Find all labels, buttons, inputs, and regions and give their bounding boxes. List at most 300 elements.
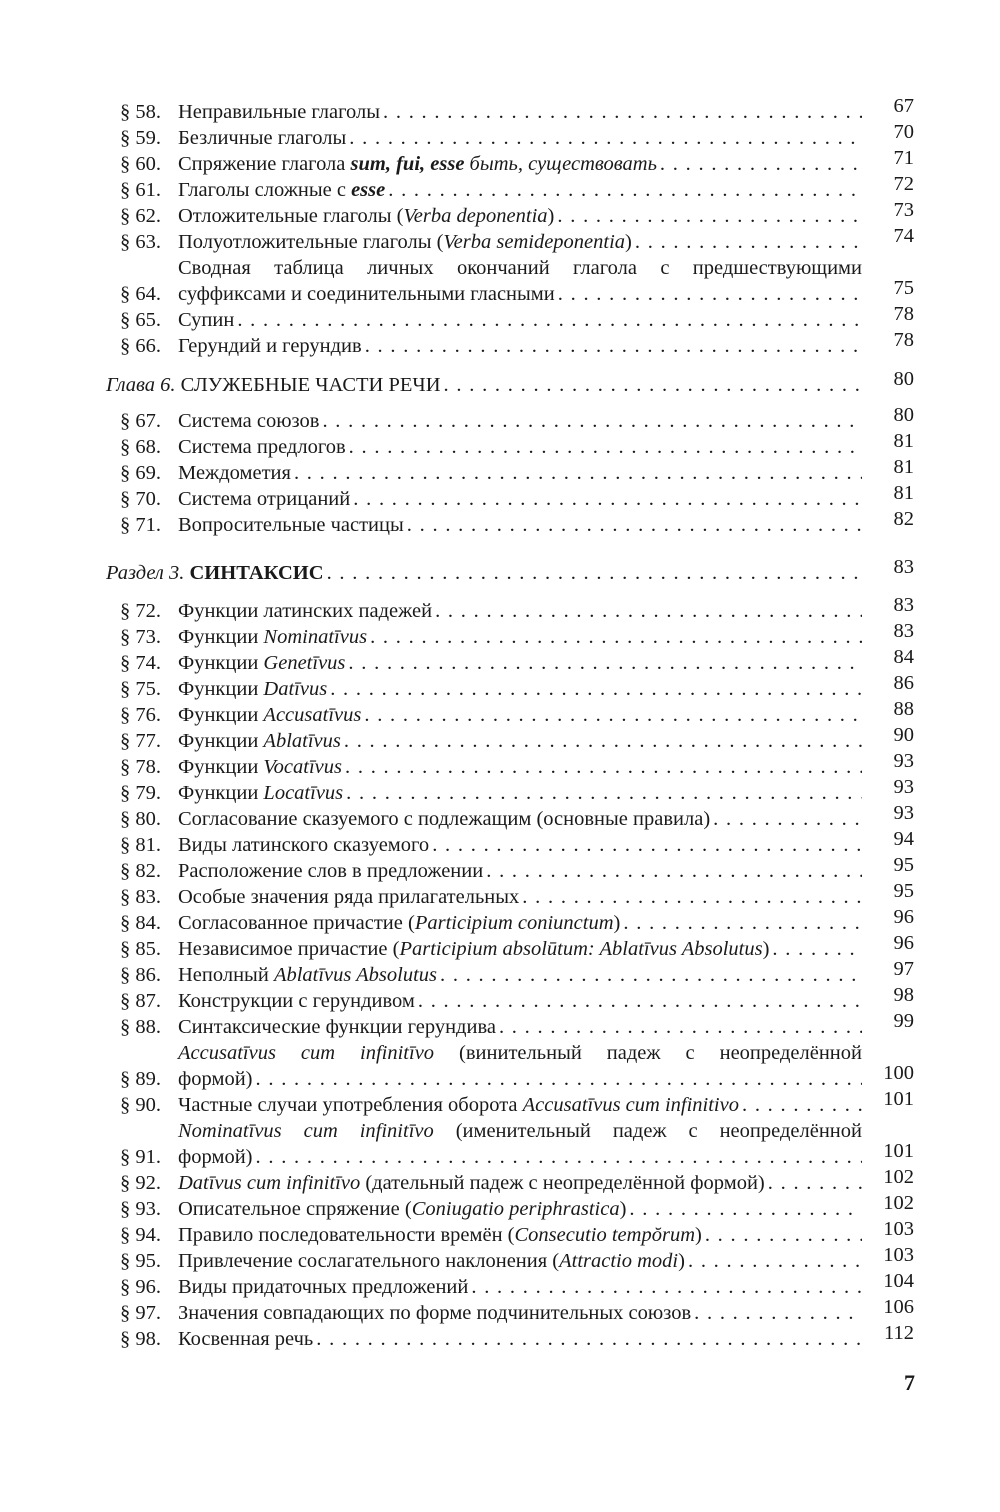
entry-text bbox=[178, 333, 362, 359]
toc-entry bbox=[106, 698, 914, 728]
toc-entry bbox=[106, 1088, 914, 1118]
section-number: § 66. bbox=[120, 335, 161, 357]
dot-leader bbox=[739, 1092, 862, 1118]
toc-entry bbox=[106, 430, 914, 460]
entry-text bbox=[178, 676, 327, 702]
dot-leader bbox=[710, 806, 862, 832]
entry-line bbox=[178, 702, 862, 728]
entry-title bbox=[178, 177, 862, 203]
text-segment: Genetīvus bbox=[263, 652, 346, 674]
entry-title bbox=[178, 434, 862, 460]
text-segment: Ablatīvus bbox=[263, 730, 341, 752]
toc-entry bbox=[106, 121, 914, 151]
toc-entry bbox=[106, 1270, 914, 1300]
dot-leader bbox=[691, 1300, 862, 1326]
dot-leader bbox=[769, 936, 862, 962]
text-segment: быть, существовать bbox=[464, 153, 657, 175]
entry-text bbox=[178, 1144, 253, 1170]
text-segment: Consecutio tempŏrum bbox=[514, 1224, 695, 1246]
entry-title bbox=[178, 1326, 862, 1352]
text-segment: Datīvus cum infinitīvo bbox=[178, 1172, 361, 1194]
entry-text bbox=[178, 281, 555, 307]
toc-entry bbox=[106, 646, 914, 676]
entry-line bbox=[178, 333, 862, 359]
entry-title bbox=[178, 307, 862, 333]
entry-title bbox=[178, 1248, 862, 1274]
text-segment: ) bbox=[678, 1250, 685, 1272]
dot-leader bbox=[324, 560, 862, 586]
dot-leader bbox=[702, 1222, 862, 1248]
text-segment: Раздел 3. bbox=[106, 562, 185, 584]
entry-line bbox=[178, 1222, 862, 1248]
text-segment: sum, fui, esse bbox=[350, 153, 465, 175]
page-reference: 80 bbox=[893, 404, 914, 426]
entry-title bbox=[178, 754, 862, 780]
toc-entry bbox=[106, 1166, 914, 1196]
text-segment: Глаголы сложные с bbox=[178, 179, 352, 201]
section-number: § 64. bbox=[120, 283, 161, 305]
page-reference: 95 bbox=[893, 880, 914, 902]
text-segment: Сводная таблица личных окончаний глагола с предшествующими bbox=[178, 257, 862, 279]
entry-line bbox=[178, 512, 862, 538]
toc-entry bbox=[106, 404, 914, 434]
toc-entry bbox=[106, 880, 914, 910]
toc-entry bbox=[106, 1244, 914, 1274]
entry-line bbox=[178, 650, 862, 676]
dot-leader bbox=[468, 1274, 862, 1300]
entry-text bbox=[178, 486, 350, 512]
entry-title bbox=[178, 460, 862, 486]
text-segment: Полуотложительные глаголы ( bbox=[178, 231, 444, 253]
text-segment: Супин bbox=[178, 309, 235, 331]
page-reference: 93 bbox=[893, 802, 914, 824]
text-segment: Coniugatio periphrastica bbox=[411, 1198, 620, 1220]
text-segment: ) bbox=[613, 912, 621, 934]
entry-line bbox=[178, 676, 862, 702]
entry-text bbox=[178, 1196, 626, 1222]
dot-leader bbox=[313, 1326, 862, 1352]
section-number: § 62. bbox=[120, 205, 161, 227]
dot-leader bbox=[620, 910, 862, 936]
entry-title bbox=[106, 372, 862, 398]
text-segment: Accusatīvus cum infinitivo bbox=[522, 1094, 739, 1116]
entry-title bbox=[178, 1092, 862, 1118]
text-segment: (дательный падеж с неопределённой формой) bbox=[360, 1172, 765, 1194]
section-number: § 80. bbox=[120, 808, 161, 830]
section-number: § 68. bbox=[120, 436, 161, 458]
dot-leader bbox=[626, 1196, 862, 1222]
dot-leader bbox=[291, 460, 862, 486]
section-number: § 89. bbox=[120, 1068, 161, 1090]
toc-entry bbox=[106, 329, 914, 359]
section-number: § 98. bbox=[120, 1328, 161, 1350]
text-segment: ) bbox=[547, 205, 555, 227]
text-segment: Конструкции с герундивом bbox=[178, 990, 415, 1012]
section-number: § 78. bbox=[120, 756, 161, 778]
entry-line bbox=[178, 962, 862, 988]
entry-text bbox=[178, 1274, 468, 1300]
page-reference: 104 bbox=[883, 1270, 914, 1292]
toc-entry bbox=[106, 303, 914, 333]
entry-line bbox=[178, 936, 862, 962]
page-reference: 78 bbox=[893, 329, 914, 351]
entry-title bbox=[178, 1040, 862, 1092]
entry-text bbox=[178, 702, 361, 728]
entry-title bbox=[178, 333, 862, 359]
text-segment: Неправильные глаголы bbox=[178, 101, 380, 123]
entry-title bbox=[178, 702, 862, 728]
entry-title bbox=[178, 910, 862, 936]
text-segment: Ablatīvus Absolutus bbox=[273, 964, 437, 986]
dot-leader bbox=[555, 281, 862, 307]
text-segment: Виды латинского сказуемого bbox=[178, 834, 430, 856]
dot-leader bbox=[765, 1170, 862, 1196]
entry-line bbox=[178, 1274, 862, 1300]
toc-entry bbox=[106, 594, 914, 624]
text-segment: Функции bbox=[178, 626, 264, 648]
entry-text bbox=[178, 177, 385, 203]
entry-title bbox=[178, 650, 862, 676]
entry-line bbox=[178, 125, 862, 151]
page-reference: 75 bbox=[893, 277, 914, 299]
entry-line bbox=[178, 177, 862, 203]
toc-entry bbox=[106, 1010, 914, 1040]
entry-line bbox=[178, 1092, 862, 1118]
page-reference: 96 bbox=[893, 932, 914, 954]
text-segment: Функции bbox=[178, 730, 264, 752]
section-number: § 69. bbox=[120, 462, 161, 484]
entry-line bbox=[178, 1014, 862, 1040]
dot-leader bbox=[253, 1144, 863, 1170]
toc-entry bbox=[106, 724, 914, 754]
entry-line bbox=[178, 832, 862, 858]
section-number: § 79. bbox=[120, 782, 161, 804]
entry-text bbox=[178, 1092, 739, 1118]
dot-leader bbox=[341, 728, 862, 754]
page-reference: 103 bbox=[883, 1218, 914, 1240]
text-segment: суффиксами и соединительными гласными bbox=[178, 283, 555, 305]
text-segment: ) bbox=[762, 938, 770, 960]
page-reference: 70 bbox=[893, 121, 914, 143]
toc-entry bbox=[106, 199, 914, 229]
text-segment: Частные случаи употребления оборота bbox=[178, 1094, 523, 1116]
entry-text bbox=[178, 624, 367, 650]
entry-line bbox=[178, 858, 862, 884]
entry-text bbox=[178, 1014, 496, 1040]
toc-entry bbox=[106, 1192, 914, 1222]
page-reference: 100 bbox=[883, 1062, 914, 1084]
dot-leader bbox=[346, 125, 862, 151]
dot-leader bbox=[441, 372, 862, 398]
entry-text bbox=[178, 434, 346, 460]
section-number: § 58. bbox=[120, 101, 161, 123]
page-reference: 99 bbox=[893, 1010, 914, 1032]
text-segment: Locatīvus bbox=[263, 782, 344, 804]
text-segment: Participium absolūtum: Ablatīvus Absolutus bbox=[399, 938, 763, 960]
entry-text bbox=[178, 910, 620, 936]
toc-entry bbox=[106, 173, 914, 203]
page-reference: 95 bbox=[893, 854, 914, 876]
dot-leader bbox=[496, 1014, 862, 1040]
page-reference: 103 bbox=[883, 1244, 914, 1266]
entry-text bbox=[178, 936, 769, 962]
section-number: § 90. bbox=[120, 1094, 161, 1116]
entry-title bbox=[178, 408, 862, 434]
section-number: § 72. bbox=[120, 600, 161, 622]
text-segment: Виды придаточных предложений bbox=[178, 1276, 469, 1298]
text-segment: Вопросительные частицы bbox=[178, 514, 404, 536]
page-reference: 106 bbox=[883, 1296, 914, 1318]
page-reference: 84 bbox=[893, 646, 914, 668]
entry-text bbox=[178, 1170, 765, 1196]
page-reference: 96 bbox=[893, 906, 914, 928]
dot-leader bbox=[385, 177, 862, 203]
section-number: § 85. bbox=[120, 938, 161, 960]
entry-title bbox=[178, 125, 862, 151]
entry-text bbox=[178, 988, 415, 1014]
dot-leader bbox=[350, 486, 862, 512]
entry-text bbox=[178, 257, 862, 279]
dot-leader bbox=[657, 151, 862, 177]
text-segment: Accusatīvus bbox=[263, 704, 362, 726]
section-number: § 81. bbox=[120, 834, 161, 856]
page-reference: 102 bbox=[883, 1192, 914, 1214]
text-segment: (именительный падеж с неопределённой bbox=[433, 1120, 862, 1142]
section-number: § 91. bbox=[120, 1146, 161, 1168]
page-reference: 98 bbox=[893, 984, 914, 1006]
page-reference: 97 bbox=[893, 958, 914, 980]
toc-entry bbox=[106, 1040, 914, 1092]
text-segment: Описательное спряжение ( bbox=[178, 1198, 412, 1220]
section-number: § 67. bbox=[120, 410, 161, 432]
entry-text bbox=[178, 1326, 313, 1352]
toc-entry bbox=[106, 1118, 914, 1170]
toc-entry bbox=[106, 1296, 914, 1326]
toc-entry bbox=[106, 225, 914, 255]
entry-text bbox=[178, 460, 291, 486]
entry-text bbox=[178, 229, 632, 255]
entry-title bbox=[178, 1196, 862, 1222]
text-segment: Функции bbox=[178, 782, 264, 804]
entry-line bbox=[178, 1040, 862, 1066]
dot-leader bbox=[432, 598, 862, 624]
section-number: § 60. bbox=[120, 153, 161, 175]
text-segment: Значения совпадающих по форме подчинительных союзов bbox=[178, 1302, 692, 1324]
entry-title bbox=[178, 229, 862, 255]
page-reference: 102 bbox=[883, 1166, 914, 1188]
page-reference: 83 bbox=[893, 594, 914, 616]
section-number: § 76. bbox=[120, 704, 161, 726]
text-segment: Nominatīvus cum infinitīvo bbox=[178, 1120, 434, 1142]
text-segment: Синтаксические функции герундива bbox=[178, 1016, 496, 1038]
text-segment: Спряжение глагола bbox=[178, 153, 351, 175]
dot-leader bbox=[519, 884, 862, 910]
dot-leader bbox=[343, 780, 862, 806]
page-reference: 73 bbox=[893, 199, 914, 221]
text-segment: Отложительные глаголы ( bbox=[178, 205, 404, 227]
dot-leader bbox=[437, 962, 862, 988]
toc-entry bbox=[106, 854, 914, 884]
section-number: § 95. bbox=[120, 1250, 161, 1272]
entry-line bbox=[178, 307, 862, 333]
page-reference: 81 bbox=[893, 482, 914, 504]
section-number: § 82. bbox=[120, 860, 161, 882]
toc-entry bbox=[106, 906, 914, 936]
section-number: § 84. bbox=[120, 912, 161, 934]
entry-text bbox=[178, 858, 483, 884]
text-segment: Система отрицаний bbox=[178, 488, 351, 510]
entry-line bbox=[178, 1196, 862, 1222]
toc-entry bbox=[106, 932, 914, 962]
entry-title bbox=[178, 1170, 862, 1196]
section-number: § 59. bbox=[120, 127, 161, 149]
entry-line bbox=[178, 1144, 862, 1170]
section-number: § 92. bbox=[120, 1172, 161, 1194]
text-segment: Datīvus bbox=[263, 678, 328, 700]
entry-title bbox=[178, 858, 862, 884]
entry-line bbox=[178, 754, 862, 780]
toc-entry bbox=[106, 958, 914, 988]
dot-leader bbox=[367, 624, 862, 650]
dot-leader bbox=[685, 1248, 862, 1274]
section-number: § 63. bbox=[120, 231, 161, 253]
dot-leader bbox=[415, 988, 862, 1014]
text-segment: Verba semideponentia bbox=[443, 231, 626, 253]
entry-line bbox=[178, 1170, 862, 1196]
text-segment: Междометия bbox=[178, 462, 291, 484]
text-segment: Косвенная речь bbox=[178, 1328, 314, 1350]
entry-line bbox=[178, 1326, 862, 1352]
dot-leader bbox=[327, 676, 862, 702]
toc-entry bbox=[106, 482, 914, 512]
text-segment: Правило последовательности времён ( bbox=[178, 1224, 515, 1246]
entry-line bbox=[178, 281, 862, 307]
entry-text bbox=[178, 598, 432, 624]
entry-line bbox=[178, 460, 862, 486]
entry-line bbox=[178, 255, 862, 281]
section-number: § 96. bbox=[120, 1276, 161, 1298]
text-segment: Participium coniunctum bbox=[414, 912, 614, 934]
entry-line bbox=[178, 203, 862, 229]
text-segment: Привлечение сослагательного наклонения ( bbox=[178, 1250, 560, 1272]
entry-text bbox=[178, 1120, 862, 1142]
text-segment: Функции bbox=[178, 678, 264, 700]
entry-text bbox=[178, 884, 519, 910]
entry-text bbox=[178, 151, 657, 177]
page-reference: 86 bbox=[893, 672, 914, 694]
entry-line bbox=[178, 151, 862, 177]
page-reference: 83 bbox=[893, 620, 914, 642]
entry-title bbox=[178, 1014, 862, 1040]
entry-title bbox=[178, 486, 862, 512]
text-segment: Расположение слов в предложении bbox=[178, 860, 484, 882]
entry-text bbox=[178, 806, 710, 832]
entry-text bbox=[106, 560, 324, 586]
entry-text bbox=[178, 780, 343, 806]
section-number: § 61. bbox=[120, 179, 161, 201]
entry-title bbox=[178, 806, 862, 832]
page-reference: 83 bbox=[893, 556, 914, 578]
text-segment: Согласованное причастие ( bbox=[178, 912, 415, 934]
toc-entry bbox=[106, 984, 914, 1014]
text-segment: СЛУЖЕБНЫЕ ЧАСТИ РЕЧИ bbox=[175, 374, 441, 396]
text-segment: Независимое причастие ( bbox=[178, 938, 400, 960]
entry-title bbox=[178, 99, 862, 125]
page-reference: 88 bbox=[893, 698, 914, 720]
section-number: § 86. bbox=[120, 964, 161, 986]
text-segment: формой) bbox=[178, 1068, 253, 1090]
entry-line bbox=[106, 372, 862, 398]
entry-text bbox=[178, 832, 429, 858]
entry-text bbox=[106, 372, 441, 398]
text-segment: Герундий и герундив bbox=[178, 335, 362, 357]
section-number: § 93. bbox=[120, 1198, 161, 1220]
section-number: § 65. bbox=[120, 309, 161, 331]
entry-text bbox=[178, 1066, 253, 1092]
dot-leader bbox=[404, 512, 862, 538]
chapter-heading bbox=[106, 368, 914, 398]
dot-leader bbox=[345, 650, 862, 676]
entry-text bbox=[178, 512, 404, 538]
text-segment: (винительный падеж с неопределённой bbox=[434, 1042, 862, 1064]
toc-entry bbox=[106, 750, 914, 780]
dot-leader bbox=[632, 229, 862, 255]
section-number: § 74. bbox=[120, 652, 161, 674]
dot-leader bbox=[380, 99, 862, 125]
entry-line bbox=[178, 229, 862, 255]
text-segment: формой) bbox=[178, 1146, 253, 1168]
entry-line bbox=[178, 1118, 862, 1144]
entry-title bbox=[106, 560, 862, 586]
section-number: § 73. bbox=[120, 626, 161, 648]
entry-title bbox=[178, 151, 862, 177]
entry-text bbox=[178, 1042, 862, 1064]
dot-leader bbox=[429, 832, 862, 858]
entry-text bbox=[178, 307, 234, 333]
text-segment: Функции латинских падежей bbox=[178, 600, 433, 622]
text-segment: Accusatīvus cum infinitīvo bbox=[178, 1042, 435, 1064]
text-segment: ) bbox=[625, 231, 632, 253]
dot-leader bbox=[346, 434, 862, 460]
entry-title bbox=[178, 255, 862, 307]
entry-line bbox=[178, 728, 862, 754]
entry-title bbox=[178, 962, 862, 988]
dot-leader bbox=[253, 1066, 863, 1092]
toc-entry bbox=[106, 147, 914, 177]
entry-title bbox=[178, 1300, 862, 1326]
text-segment: Функции bbox=[178, 704, 264, 726]
page-reference: 81 bbox=[893, 456, 914, 478]
section-number: § 83. bbox=[120, 886, 161, 908]
text-segment: Система союзов bbox=[178, 410, 320, 432]
text-segment: Vocatīvus bbox=[263, 756, 342, 778]
entry-title bbox=[178, 676, 862, 702]
text-segment: esse bbox=[351, 179, 386, 201]
section-number: § 94. bbox=[120, 1224, 161, 1246]
text-segment: Неполный bbox=[178, 964, 274, 986]
page-reference: 94 bbox=[893, 828, 914, 850]
entry-line bbox=[178, 806, 862, 832]
entry-line bbox=[178, 910, 862, 936]
toc-entry bbox=[106, 776, 914, 806]
entry-text bbox=[178, 650, 345, 676]
entry-line bbox=[178, 408, 862, 434]
entry-title bbox=[178, 1222, 862, 1248]
toc-entry bbox=[106, 456, 914, 486]
entry-title bbox=[178, 1118, 862, 1170]
page-reference: 67 bbox=[893, 95, 914, 117]
entry-text bbox=[178, 1222, 702, 1248]
